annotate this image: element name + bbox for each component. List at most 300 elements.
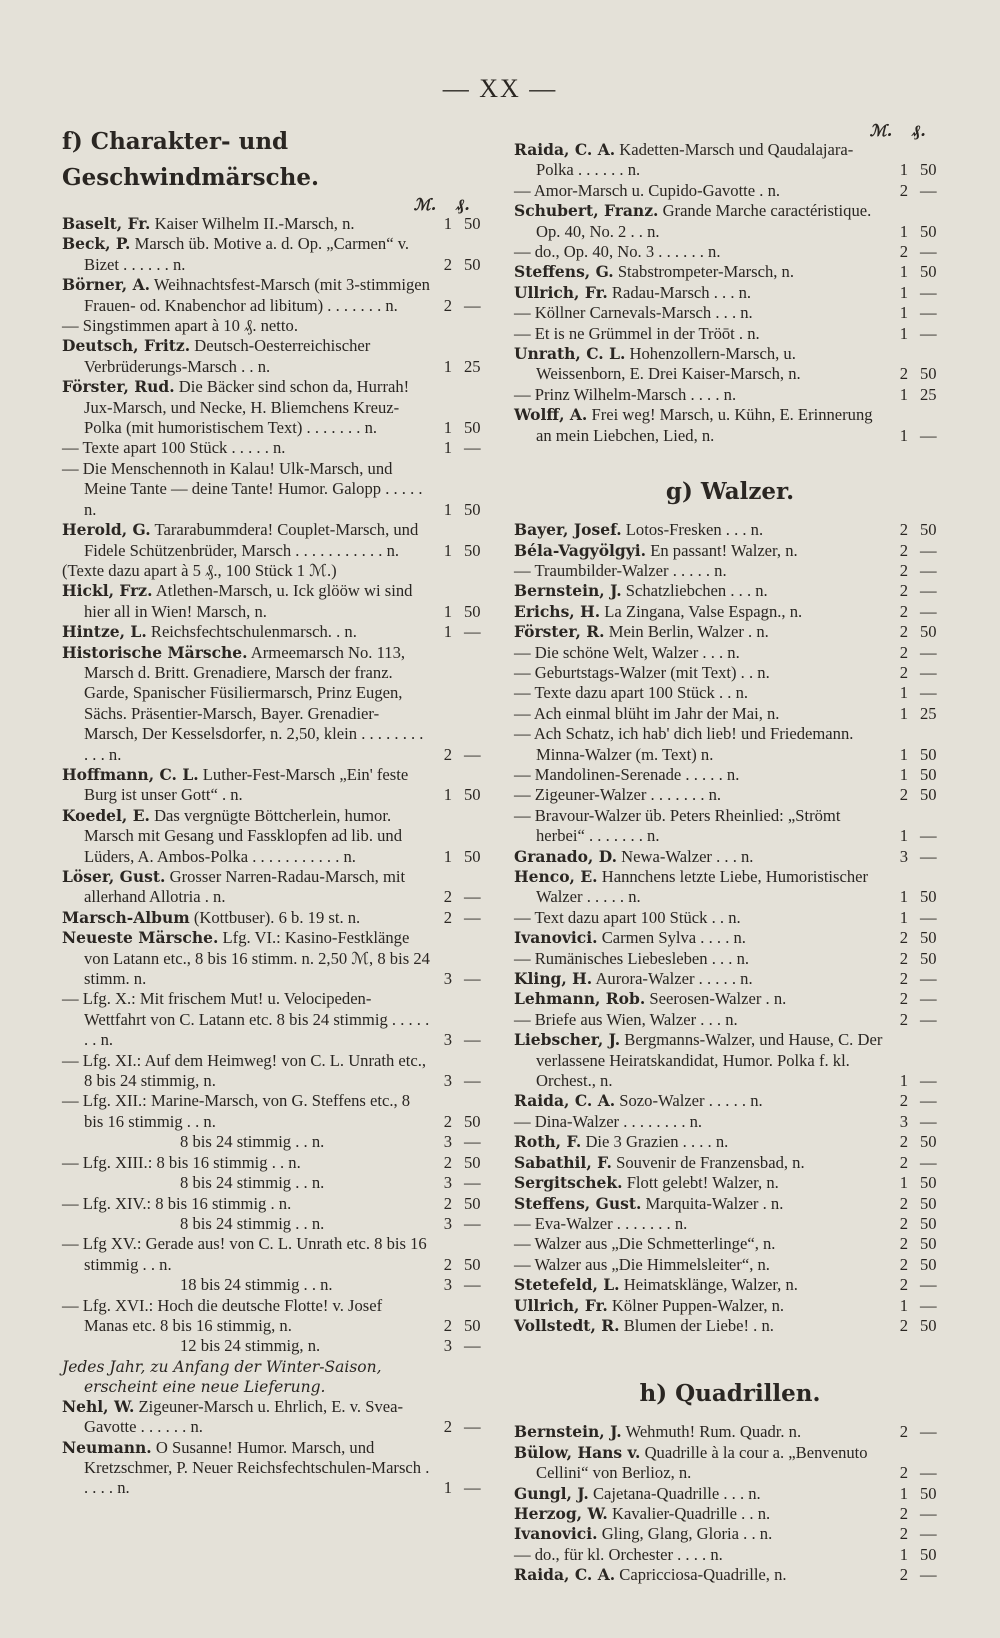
catalog-entry: [514, 1153, 946, 1173]
entry-text: [514, 1010, 886, 1030]
price: [886, 928, 946, 948]
entry-text: [514, 989, 886, 1009]
catalog-entry: [514, 1296, 946, 1316]
price-mark: 2: [899, 989, 908, 1009]
price: [886, 1091, 946, 1111]
price-mark: 1: [443, 438, 452, 458]
catalog-entry: [514, 324, 946, 344]
title-text: Armeemarsch No. 113, Marsch d. Britt. Grenadiere, Marsch der franz. Garde, Spanischer Füsiliermarsch, Prinz Eugen, Sächs. Präsentier-Marsch, Bayer. Grenadier-Marsch, Der Kesselsdorfer, n. 2,50, klein . . . . . . . . . . . n.: [84, 642, 424, 764]
price: [886, 1194, 946, 1214]
price-mark: 1: [443, 601, 452, 621]
entry-text: [514, 1091, 886, 1111]
composer-name: Beck, P.: [62, 234, 131, 254]
entry-text: [62, 1357, 430, 1397]
price-pfennig: —: [920, 989, 937, 1009]
entries-list-marches: [62, 214, 490, 1499]
price-pfennig: 50: [464, 601, 481, 621]
price-pfennig: 50: [920, 928, 937, 948]
entry-text: [514, 140, 886, 181]
price-pfennig: —: [920, 1565, 937, 1585]
price-pfennig: 50: [920, 364, 937, 384]
catalog-entry: [514, 385, 946, 405]
price-pfennig: 50: [464, 1193, 481, 1213]
price: [430, 214, 490, 234]
price-pfennig: —: [920, 1503, 937, 1523]
price: [886, 385, 946, 405]
title-text: Kaiser Wilhelm II.-Marsch, n.: [154, 214, 355, 233]
catalog-entry: [514, 201, 946, 242]
entry-text: [62, 867, 430, 908]
price-pfennig: —: [464, 744, 481, 764]
catalog-entry: [62, 1296, 490, 1337]
catalog-entry: [514, 1565, 946, 1585]
entry-text: [514, 303, 886, 323]
composer-name: Bernstein, J.: [514, 581, 622, 601]
price: [430, 1316, 490, 1336]
price-pfennig: —: [920, 907, 937, 927]
price: [430, 1030, 490, 1050]
price-pfennig: 50: [464, 1315, 481, 1335]
price: [886, 826, 946, 846]
unit-header-right: [514, 122, 946, 140]
price: [430, 1071, 490, 1091]
entry-text: [514, 1316, 886, 1336]
price-pfennig: 50: [920, 764, 937, 784]
entry-text: [514, 1524, 886, 1544]
title-text: Aurora-Walzer . . . . . n.: [595, 969, 753, 989]
entry-text: [514, 602, 886, 622]
entry-text: [62, 214, 430, 234]
price-mark: 1: [899, 303, 908, 323]
catalog-entry: [514, 1545, 946, 1565]
price-mark: 1: [899, 1071, 908, 1091]
title-text: — Singstimmen apart à 10 ₰. netto.: [62, 316, 298, 336]
price-mark: 2: [443, 887, 452, 907]
price: [886, 785, 946, 805]
price-mark: 2: [899, 1132, 908, 1152]
title-text: — Köllner Carnevals-Marsch . . . n.: [514, 303, 753, 323]
price-pfennig: —: [920, 540, 937, 560]
catalog-entry: [514, 1234, 946, 1254]
catalog-entry: [514, 1524, 946, 1544]
price-pfennig: 50: [920, 1193, 937, 1213]
price-mark: 2: [443, 1193, 452, 1213]
title-text: Reichsfechtschulenmarsch. . n.: [150, 622, 357, 642]
price: [430, 1255, 490, 1275]
composer-name: Hoffmann, C. L.: [62, 764, 199, 784]
entry-text: [514, 867, 886, 908]
title-text: — Mandolinen-Serenade . . . . . n.: [514, 764, 740, 784]
price-pfennig: —: [920, 560, 937, 580]
composer-name: Förster, Rud.: [62, 377, 175, 397]
entry-text: [514, 1214, 886, 1234]
price-pfennig: 50: [464, 254, 481, 274]
title-text: Bergmanns-Walzer, und Hause, C. Der verlassene Heiratskandidat, Humor. Polka f. kl. Orchest., n.: [536, 1030, 883, 1091]
composer-name: Nehl, W.: [62, 1396, 135, 1416]
entry-text: [514, 1565, 886, 1585]
price: [886, 222, 946, 242]
title-text: Das vergnügte Böttcherlein, humor. Marsch mit Gesang und Fassklopfen ad lib. und Lüders, A. Ambos-Polka . . . . . . . . . . . n.: [84, 805, 403, 866]
price-mark: 1: [443, 418, 452, 438]
title-text: — Texte dazu apart 100 Stück . . n.: [514, 683, 749, 703]
composer-name: Löser, Gust.: [62, 867, 166, 886]
catalog-entry: [62, 908, 490, 928]
price: [886, 1422, 946, 1442]
title-text: Jedes Jahr, zu Anfang der Winter-Saison, erscheint eine neue Lieferung.: [62, 1357, 382, 1396]
entry-text: [62, 1091, 430, 1132]
catalog-entry: [514, 520, 946, 540]
unit-pfennig: ₰.: [456, 195, 470, 214]
catalog-entry: [514, 949, 946, 969]
price-pfennig: —: [920, 683, 937, 703]
price: [430, 1112, 490, 1132]
composer-name: Sergitschek.: [514, 1173, 623, 1193]
price-mark: 2: [899, 242, 908, 262]
composer-name: Koedel, E.: [62, 805, 150, 825]
price-pfennig: —: [920, 601, 937, 621]
price: [886, 847, 946, 867]
catalog-entry: [514, 683, 946, 703]
price: [886, 622, 946, 642]
entry-text: [514, 622, 886, 642]
price-pfennig: 50: [464, 846, 481, 866]
price: [886, 1010, 946, 1030]
price-mark: 1: [899, 282, 908, 302]
title-text: Seerosen-Walzer . n.: [649, 989, 787, 1009]
price-pfennig: —: [920, 282, 937, 302]
composer-name: Marsch-Album: [62, 907, 190, 927]
price-pfennig: —: [464, 1173, 481, 1193]
catalog-entry: [514, 989, 946, 1009]
catalog-entry: [514, 283, 946, 303]
price: [886, 1071, 946, 1091]
title-text: Sozo-Walzer . . . . . n.: [619, 1091, 763, 1111]
entry-text: [62, 459, 430, 520]
price: [886, 242, 946, 262]
title-text: — Et is ne Grümmel in der Tröōt . n.: [514, 323, 760, 343]
price-mark: 3: [443, 1336, 452, 1356]
price-pfennig: —: [464, 295, 481, 315]
entry-text: [514, 1194, 886, 1214]
catalog-entry: [514, 928, 946, 948]
price-pfennig: —: [920, 242, 937, 262]
catalog-entry: [62, 1132, 490, 1152]
price: [886, 1524, 946, 1544]
title-text: Kadetten-Marsch und Qaudalajara-Polka . . . . . . n.: [536, 140, 854, 180]
title-text: Hannchens letzte Liebe, Humoristischer Walzer . . . . . n.: [536, 867, 869, 907]
price-pfennig: 50: [920, 262, 937, 282]
title-text: Luther-Fest-Marsch „Ein' feste Burg ist unser Gott“ . n.: [84, 764, 409, 805]
price: [886, 426, 946, 446]
entry-text: [514, 663, 886, 683]
title-text: — Lfg. XIII.: 8 bis 16 stimmig . . n.: [62, 1152, 301, 1172]
title-text: (Kottbuser). 6 b. 19 st. n.: [193, 907, 361, 927]
entry-text: [62, 1051, 430, 1092]
title-text: Atlethen-Marsch, u. Ick glööw wi sind hier all in Wien! Marsch, n.: [84, 581, 413, 621]
price: [886, 643, 946, 663]
title-text: — Walzer aus „Die Schmetterlinge“, n.: [514, 1234, 776, 1254]
page-number-header: — XX —: [442, 74, 558, 103]
price: [886, 561, 946, 581]
composer-name: Lehmann, Rob.: [514, 989, 646, 1009]
composer-name: Historische Märsche.: [62, 642, 248, 662]
catalog-entry: [514, 908, 946, 928]
composer-name: Stetefeld, L.: [514, 1275, 620, 1295]
composer-name: Ivanovici.: [514, 928, 598, 948]
title-text: 12 bis 24 stimmig, n.: [180, 1336, 321, 1356]
catalog-entry: [514, 969, 946, 989]
catalog-entry: [62, 1194, 490, 1214]
price-mark: 2: [899, 622, 908, 642]
price-mark: 2: [899, 581, 908, 601]
catalog-entry: [62, 1234, 490, 1275]
price-mark: 2: [443, 254, 452, 274]
entry-text: [62, 316, 430, 336]
entry-text: [514, 1545, 886, 1565]
price: [430, 1153, 490, 1173]
price-mark: 1: [899, 1483, 908, 1503]
price-mark: 3: [443, 969, 452, 989]
price-mark: 1: [899, 744, 908, 764]
catalog-entry: [514, 867, 946, 908]
title-text: Hohenzollern-Marsch, u. Weissenborn, E. Drei Kaiser-Marsch, n.: [536, 344, 801, 384]
title-text: La Zingana, Valse Espagn., n.: [604, 601, 803, 621]
price: [430, 541, 490, 561]
catalog-entry: [514, 262, 946, 282]
catalog-entry: [514, 181, 946, 201]
price-pfennig: —: [920, 180, 937, 200]
entry-text: [514, 949, 886, 969]
catalog-entry: [62, 1214, 490, 1234]
price-pfennig: 50: [920, 622, 937, 642]
title-text: Die 3 Grazien . . . . n.: [585, 1132, 729, 1152]
price: [430, 1478, 490, 1498]
entry-text: [62, 1296, 430, 1337]
composer-name: Gungl, J.: [514, 1483, 589, 1503]
price-pfennig: —: [920, 1071, 937, 1091]
catalog-entry: [514, 1422, 946, 1442]
composer-name: Neumann.: [62, 1437, 152, 1457]
price: [430, 1417, 490, 1437]
entry-text: [514, 1132, 886, 1152]
price: [886, 1112, 946, 1132]
price: [886, 1234, 946, 1254]
entry-text: [62, 1397, 430, 1438]
price-mark: 1: [899, 887, 908, 907]
catalog-entry: [514, 847, 946, 867]
price-pfennig: 50: [920, 785, 937, 805]
title-text: 8 bis 24 stimmig . . n.: [180, 1173, 325, 1193]
price: [886, 520, 946, 540]
price: [886, 1545, 946, 1565]
price: [886, 1255, 946, 1275]
catalog-entry: [514, 1504, 946, 1524]
price: [886, 1132, 946, 1152]
price: [430, 602, 490, 622]
title-text: Souvenir de Franzensbad, n.: [616, 1152, 805, 1172]
title-text: Blumen der Liebe! . n.: [623, 1315, 774, 1335]
price-pfennig: 50: [464, 540, 481, 560]
price: [886, 908, 946, 928]
catalog-entry: [514, 405, 946, 446]
price-mark: 2: [899, 520, 908, 540]
catalog-entry: [514, 303, 946, 323]
catalog-entry: [62, 1153, 490, 1173]
price-mark: 2: [899, 1254, 908, 1274]
catalog-entry: [514, 1316, 946, 1336]
entry-text: [514, 765, 886, 785]
catalog-entry: [514, 785, 946, 805]
price-pfennig: —: [920, 303, 937, 323]
catalog-entry: [514, 765, 946, 785]
price: [430, 500, 490, 520]
title-text: Die Bäcker sind schon da, Hurrah! Jux-Marsch, und Necke, H. Bliemchens Kreuz-Polka (mit humoristischem Text) . . . . . . . n.: [84, 377, 410, 438]
entry-text: [62, 928, 430, 989]
price-pfennig: 50: [464, 1111, 481, 1131]
composer-name: Hintze, L.: [62, 622, 147, 642]
price-mark: 1: [899, 826, 908, 846]
price-pfennig: —: [920, 662, 937, 682]
price: [886, 969, 946, 989]
entry-text: [514, 847, 886, 867]
title-text: — do., Op. 40, No. 3 . . . . . . n.: [514, 242, 721, 262]
composer-name: Herold, G.: [62, 520, 151, 540]
entry-text: [62, 1336, 430, 1356]
price: [886, 683, 946, 703]
price-mark: 2: [899, 364, 908, 384]
price-mark: 2: [899, 1315, 908, 1335]
catalog-entry: [62, 1173, 490, 1193]
title-text: Zigeuner-Marsch u. Ehrlich, E. v. Svea-Gavotte . . . . . . n.: [84, 1396, 403, 1437]
price-mark: 1: [443, 214, 452, 233]
composer-name: Kling, H.: [514, 969, 593, 989]
price: [886, 1173, 946, 1193]
price-mark: 2: [899, 785, 908, 805]
price-mark: 2: [899, 928, 908, 948]
price: [886, 262, 946, 282]
price-mark: 1: [443, 1478, 452, 1498]
price-mark: 2: [443, 295, 452, 315]
price-pfennig: —: [920, 323, 937, 343]
entry-text: [62, 806, 430, 867]
title-text: — Eva-Walzer . . . . . . . n.: [514, 1213, 688, 1233]
price-pfennig: 50: [464, 1152, 481, 1172]
catalog-entry: [514, 1132, 946, 1152]
price-mark: 3: [443, 1071, 452, 1091]
unit-pfennig: ₰.: [912, 121, 926, 140]
price: [430, 1132, 490, 1152]
title-text: Marsch üb. Motive a. d. Op. „Carmen“ v. Bizet . . . . . . n.: [84, 234, 410, 274]
price-pfennig: 50: [464, 214, 481, 233]
price: [430, 296, 490, 316]
catalog-entry: [62, 581, 490, 622]
title-text: Kavalier-Quadrille . . n.: [612, 1503, 771, 1523]
catalog-entry: [62, 1275, 490, 1295]
title-text: — Lfg. XI.: Auf dem Heimweg! von C. L. Unrath etc., 8 bis 24 stimmig, n.: [62, 1050, 427, 1091]
entry-text: [514, 324, 886, 344]
price-mark: 2: [899, 969, 908, 989]
catalog-entry: [62, 377, 490, 438]
price-mark: 2: [899, 1213, 908, 1233]
price-pfennig: 50: [920, 1234, 937, 1254]
price-pfennig: —: [920, 1295, 937, 1315]
price-pfennig: —: [464, 1417, 481, 1437]
catalog-entry: [62, 622, 490, 642]
title-text: — Lfg XV.: Gerade aus! von C. L. Unrath etc. 8 bis 16 stimmig . . n.: [62, 1234, 427, 1274]
entry-text: [62, 643, 430, 765]
catalog-entry: [514, 724, 946, 765]
catalog-entry: [62, 459, 490, 520]
title-text: — Zigeuner-Walzer . . . . . . . n.: [514, 785, 722, 805]
price: [430, 847, 490, 867]
section-title-marches: f) Charakter- und Geschwindmärsche.: [62, 128, 319, 191]
price-mark: 3: [899, 1111, 908, 1131]
composer-name: Herzog, W.: [514, 1503, 608, 1523]
catalog-entry: [514, 1484, 946, 1504]
price-pfennig: —: [920, 969, 937, 989]
price: [886, 663, 946, 683]
price: [886, 160, 946, 180]
entry-text: [514, 1275, 886, 1295]
composer-name: Ivanovici.: [514, 1524, 598, 1544]
price-mark: 2: [899, 180, 908, 200]
title-text: — Die schöne Welt, Walzer . . . n.: [514, 642, 740, 662]
price-mark: 1: [899, 221, 908, 241]
composer-name: Raida, C. A.: [514, 140, 616, 159]
composer-name: Steffens, G.: [514, 262, 614, 282]
title-text: — Bravour-Walzer üb. Peters Rheinlied: „Strömt herbei“ . . . . . . . n.: [514, 805, 841, 846]
price-pfennig: 50: [920, 221, 937, 241]
composer-name: Steffens, Gust.: [514, 1193, 642, 1213]
title-text: — Texte apart 100 Stück . . . . . n.: [62, 438, 286, 458]
entry-text: [62, 1132, 430, 1152]
entries-list-walzer: [514, 520, 946, 1336]
price-mark: 2: [899, 662, 908, 682]
section-title-quadrillen: h) Quadrillen.: [639, 1380, 821, 1408]
price: [430, 785, 490, 805]
price: [430, 1173, 490, 1193]
entry-text: [514, 908, 886, 928]
composer-name: Ullrich, Fr.: [514, 1295, 608, 1315]
price-mark: 1: [443, 499, 452, 519]
price-mark: 2: [899, 1193, 908, 1213]
price-pfennig: —: [464, 887, 481, 907]
composer-name: Unrath, C. L.: [514, 344, 626, 364]
title-text: 8 bis 24 stimmig . . n.: [180, 1213, 325, 1233]
price-mark: 1: [443, 785, 452, 805]
entry-text: [62, 520, 430, 561]
price: [886, 1504, 946, 1524]
composer-name: Bayer, Josef.: [514, 520, 622, 540]
price-mark: 1: [899, 1295, 908, 1315]
price-mark: 3: [443, 1213, 452, 1233]
entry-text: [514, 1296, 886, 1316]
catalog-entry: [62, 867, 490, 908]
price: [886, 887, 946, 907]
title-text: — Dina-Walzer . . . . . . . . n.: [514, 1111, 703, 1131]
price-pfennig: —: [464, 1030, 481, 1050]
price: [430, 1275, 490, 1295]
entry-text: [514, 724, 886, 765]
catalog-entry: [514, 344, 946, 385]
price-mark: 1: [899, 764, 908, 784]
catalog-entry: [62, 275, 490, 316]
catalog-entry: [514, 602, 946, 622]
price-mark: 2: [899, 560, 908, 580]
composer-name: Vollstedt, R.: [514, 1315, 620, 1335]
price-pfennig: 25: [920, 384, 937, 404]
title-text: — Ach einmal blüht im Jahr der Mai, n.: [514, 703, 780, 723]
